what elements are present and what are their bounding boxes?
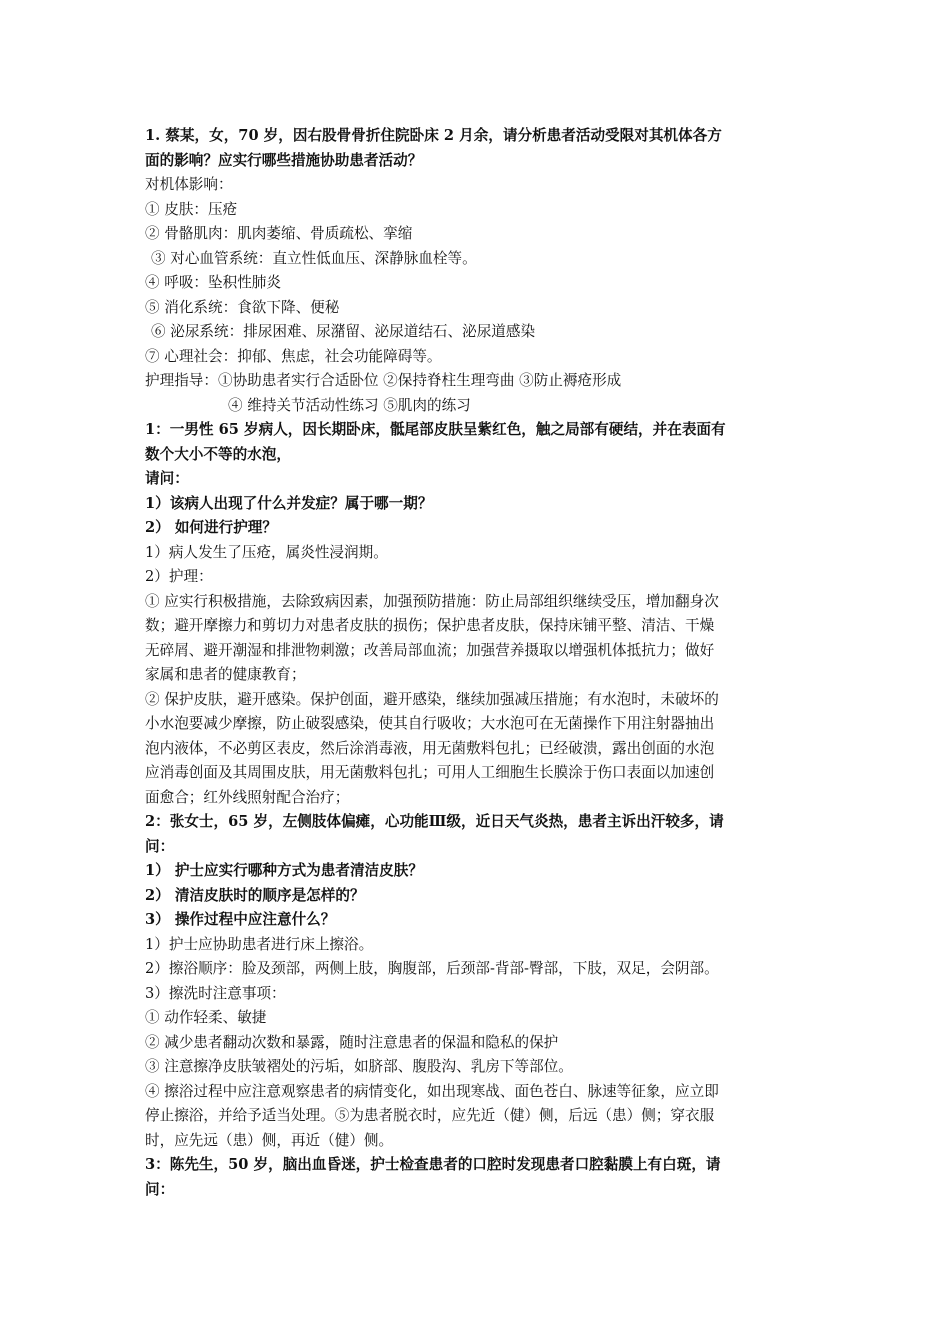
text-line: 家属和患者的健康教育；: [145, 666, 306, 683]
text-line: 面愈合；红外线照射配合治疗；: [145, 788, 350, 806]
text-line: 泡内液体，不必剪区表皮，然后涂消毒液，用无菌敷料包扎；已经破溃，露出创面的水泡: [145, 739, 715, 757]
text-line: ① 动作轻柔、敏捷: [145, 1009, 267, 1026]
text-line: ④ 擦浴过程中应注意观察患者的病情变化，如出现寒战、面色苍白、脉速等征象，应立即: [145, 1082, 719, 1100]
question-line: 2） 清洁皮肤时的顺序是怎样的？: [145, 886, 365, 904]
text-line: ⑥ 泌尿系统：排尿困难、尿潴留、泌尿道结石、泌尿道感染: [151, 323, 536, 340]
question-line: 请问：: [145, 470, 189, 487]
question-line: 1）该病人出现了什么并发症？属于哪一期？: [145, 494, 433, 512]
question-line: 1） 护士应实行哪种方式为患者清洁皮肤？: [145, 862, 423, 879]
text-line: 应消毒创面及其周围皮肤，用无菌敷料包扎；可用人工细胞生长膜涂于伤口表面以加速创: [145, 764, 715, 781]
text-line: ② 减少患者翻动次数和暴露，随时注意患者的保温和隐私的保护: [145, 1033, 559, 1051]
question-line: 1. 蔡某，女，70 岁，因右股骨骨折住院卧床 2 月余，请分析患者活动受限对其机体各方: [145, 127, 722, 144]
text-line: 对机体影响：: [145, 176, 233, 193]
question-line: 2：张女士，65 岁，左侧肢体偏瘫，心功能Ⅲ级，近日天气炎热，患者主诉出汗较多，请: [145, 813, 724, 830]
text-line: 3）擦洗时注意事项：: [145, 984, 286, 1002]
text-line: 2）擦浴顺序：脸及颈部，两侧上肢，胸腹部，后颈部-背部-臀部，下肢，双足，会阴部。: [145, 960, 719, 977]
question-line: 3：陈先生，50 岁，脑出血昏迷，护士检查患者的口腔时发现患者口腔黏膜上有白斑，请: [145, 1156, 721, 1173]
text-line: ② 保护皮肤，避开感染。保护创面，避开感染，继续加强减压措施；有水泡时，未破坏的: [145, 690, 719, 708]
text-line: ④ 呼吸：坠积性肺炎: [145, 274, 281, 291]
text-line: 停止擦浴，并给予适当处理。⑤为患者脱衣时，应先近（健）侧，后远（患）侧；穿衣服: [145, 1107, 715, 1124]
text-line: 小水泡要减少摩擦，防止破裂感染，使其自行吸收；大水泡可在无菌操作下用注射器抽出: [145, 715, 715, 732]
text-line: ③ 注意擦净皮肤皱褶处的污垢，如脐部、腹股沟、乳房下等部位。: [145, 1058, 573, 1075]
question-line: 数个大小不等的水泡，: [145, 445, 291, 463]
question-line: 问：: [145, 1180, 175, 1198]
text-line: 护理指导：①协助患者实行合适卧位 ②保持脊柱生理弯曲 ③防止褥疮形成: [145, 372, 622, 389]
question-line: 3） 操作过程中应注意什么？: [145, 911, 336, 928]
text-line: ④ 维持关节活动性练习 ⑤肌肉的练习: [228, 396, 471, 414]
text-line: 时，应先远（患）侧，再近（健）侧。: [145, 1131, 394, 1149]
text-line: ③ 对心血管系统：直立性低血压、深静脉血栓等。: [151, 249, 477, 267]
question-line: 问：: [145, 837, 175, 855]
text-line: ① 应实行积极措施，去除致病因素，加强预防措施：防止局部组织继续受压，增加翻身次: [145, 592, 719, 610]
text-line: 无碎屑、避开潮湿和排泄物刺激；改善局部血流；加强营养摄取以增强机体抵抗力；做好: [145, 641, 715, 659]
text-line: 1）护士应协助患者进行床上擦浴。: [145, 935, 374, 953]
question-line: 面的影响？应实行哪些措施协助患者活动？: [145, 151, 423, 169]
text-line: ② 骨骼肌肉：肌肉萎缩、骨质疏松、挛缩: [145, 225, 413, 242]
text-line: 数；避开摩擦力和剪切力对患者皮肤的损伤；保护患者皮肤，保持床铺平整、清洁、干燥: [145, 617, 715, 634]
text-line: ⑦ 心理社会：抑郁、焦虑，社会功能障碍等。: [145, 347, 442, 365]
text-line: ① 皮肤：压疮: [145, 200, 238, 218]
document-page: [145, 124, 810, 1202]
text-line: 2）护理：: [145, 568, 213, 585]
question-line: 1：一男性 65 岁病人，因长期卧床，骶尾部皮肤呈紫红色，触之局部有硬结，并在表面有: [145, 421, 726, 438]
text-line: 1）病人发生了压疮，属炎性浸润期。: [145, 543, 388, 561]
question-line: 2） 如何进行护理？: [145, 519, 277, 536]
text-line: ⑤ 消化系统：食欲下降、便秘: [145, 298, 340, 316]
